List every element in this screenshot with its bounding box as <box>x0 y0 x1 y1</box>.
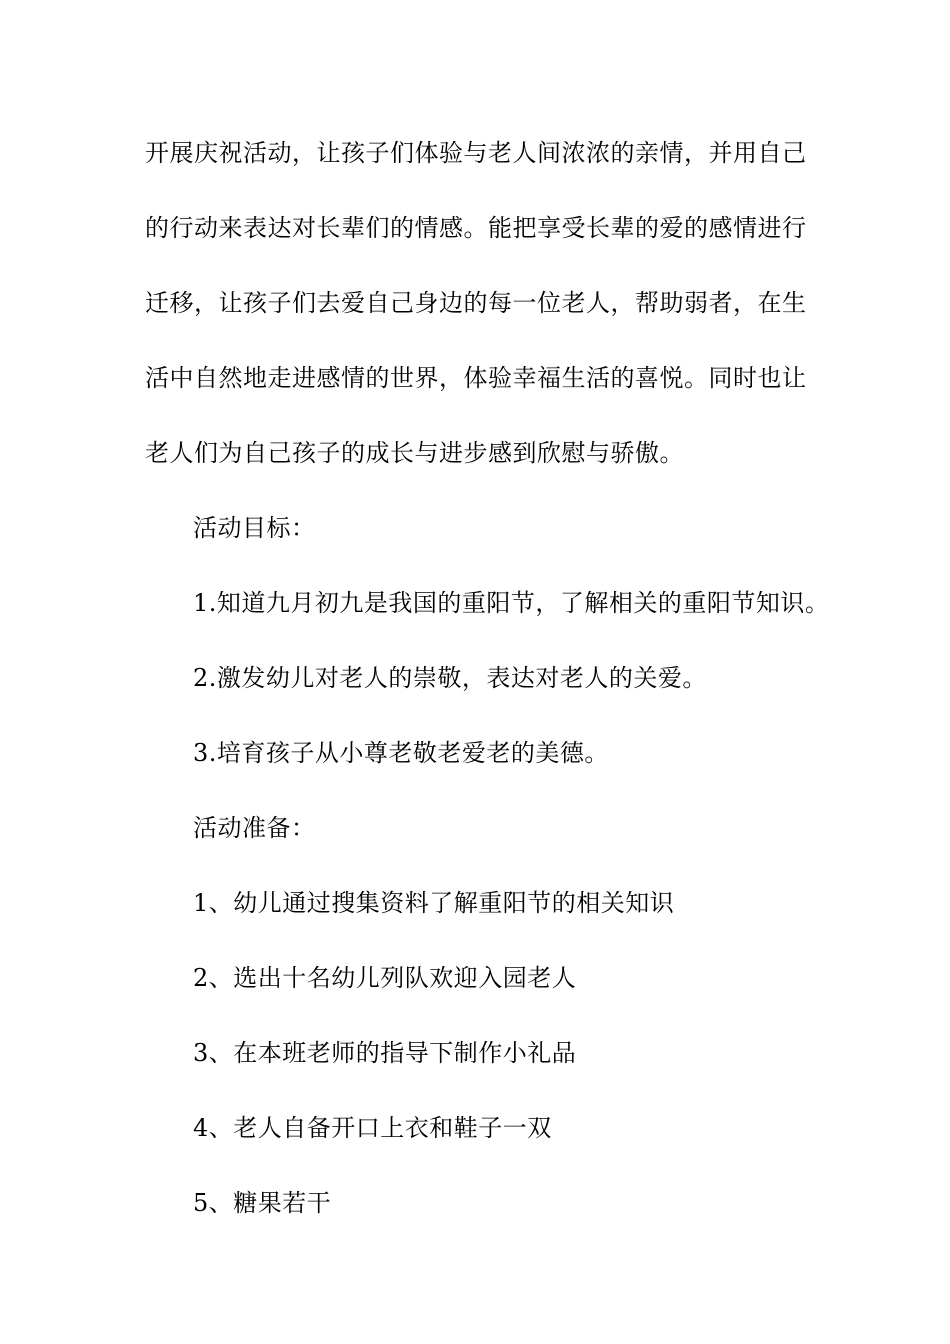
paragraph-line: 老人们为自己孩子的成长与进步感到欣慰与骄傲。 <box>145 439 684 467</box>
paragraph-line: 活中自然地走进感情的世界，体验幸福生活的喜悦。同时也让 <box>145 364 807 392</box>
goal-item: 1.知道九月初九是我国的重阳节，了解相关的重阳节知识。 <box>193 589 830 617</box>
preparation-item: 5、糖果若干 <box>193 1189 332 1217</box>
preparation-item: 4、老人自备开口上衣和鞋子一双 <box>193 1114 552 1142</box>
preparation-item: 1、幼儿通过搜集资料了解重阳节的相关知识 <box>193 889 675 917</box>
preparation-heading: 活动准备： <box>193 814 316 842</box>
paragraph-line: 的行动来表达对长辈们的情感。能把享受长辈的爱的感情进行 <box>145 214 807 242</box>
goals-heading: 活动目标： <box>193 514 316 542</box>
preparation-item: 2、选出十名幼儿列队欢迎入园老人 <box>193 964 577 992</box>
goal-item: 2.激发幼儿对老人的崇敬，表达对老人的关爱。 <box>193 664 707 692</box>
goal-item: 3.培育孩子从小尊老敬老爱老的美德。 <box>193 739 609 767</box>
paragraph-line: 开展庆祝活动，让孩子们体验与老人间浓浓的亲情，并用自己 <box>145 139 807 167</box>
preparation-item: 3、在本班老师的指导下制作小礼品 <box>193 1039 577 1067</box>
paragraph-line: 迁移，让孩子们去爱自己身边的每一位老人，帮助弱者，在生 <box>145 289 807 317</box>
